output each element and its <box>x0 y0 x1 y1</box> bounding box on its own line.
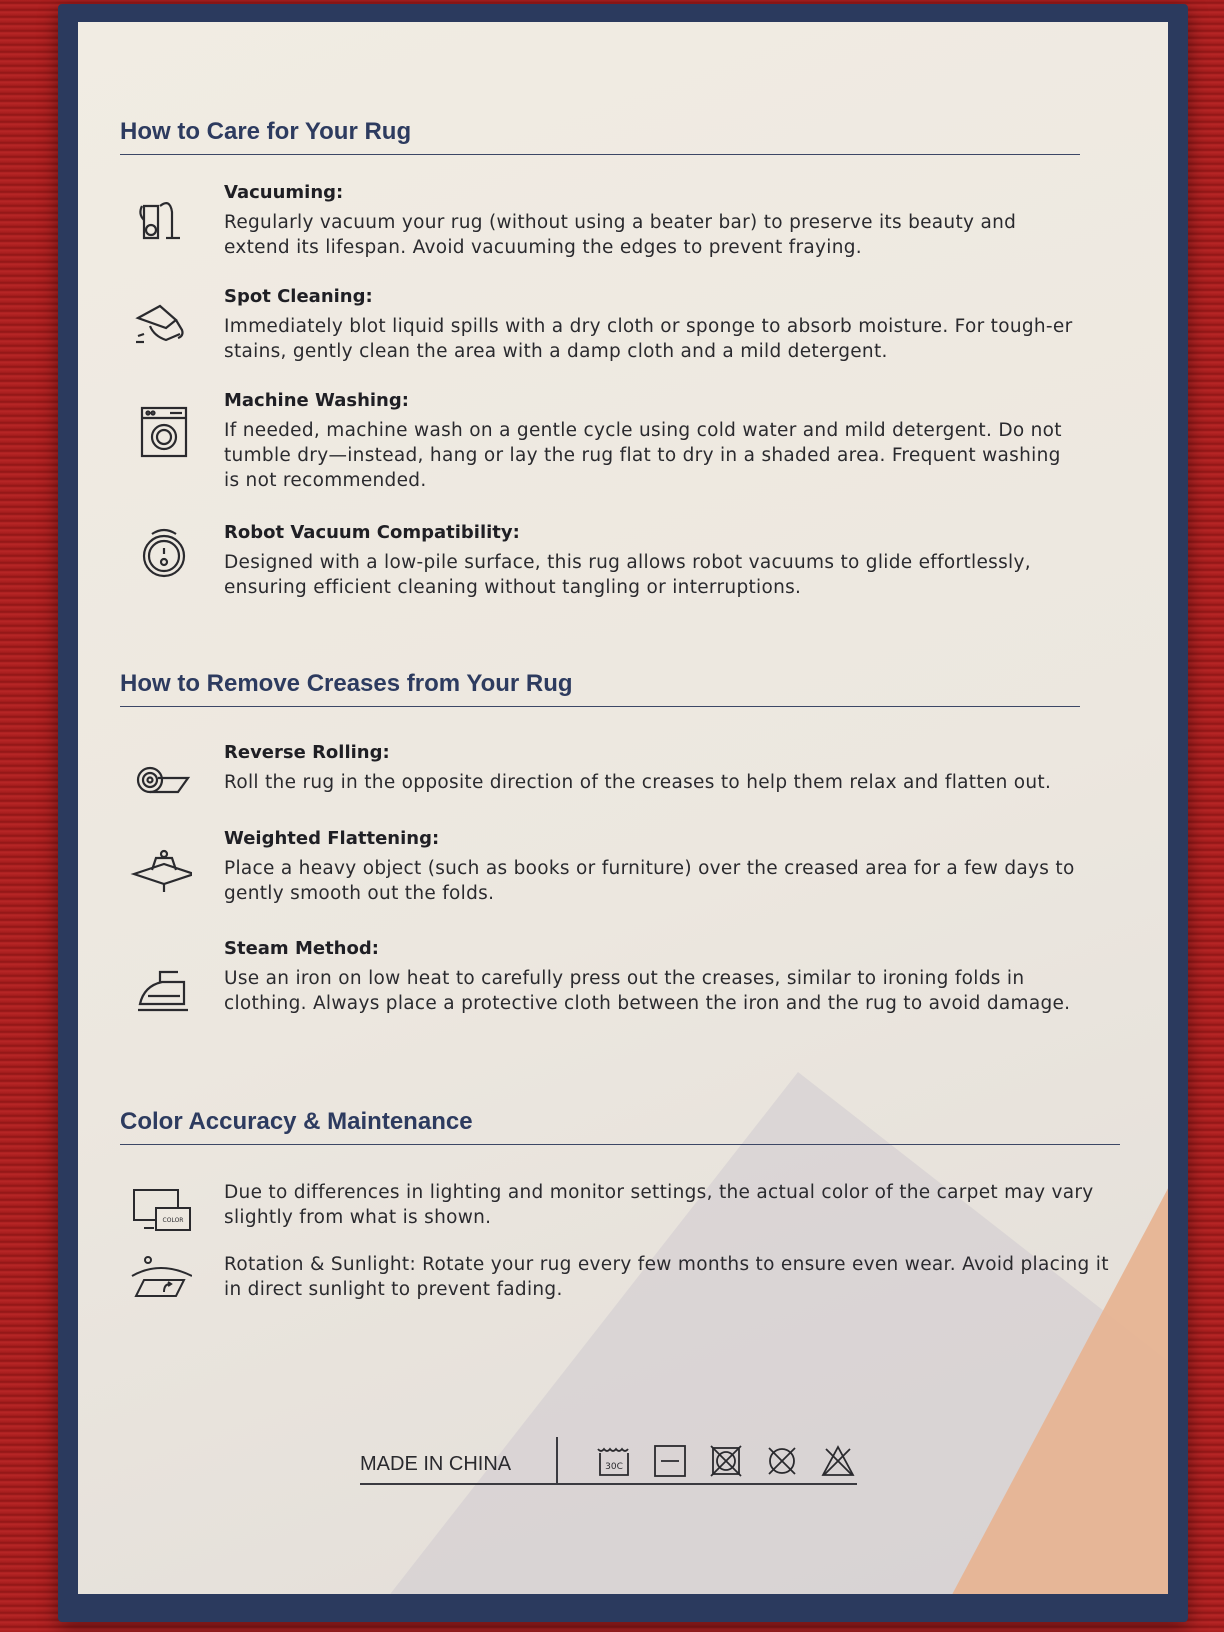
robot-vacuum-icon <box>130 526 192 582</box>
no-bleach-icon <box>820 1443 856 1479</box>
item-text: Regularly vacuum your rug (without using a beater bar) to preserve its beauty and extend its lifespan. Avoid vacuuming the edges to prevent fraying. <box>224 212 1017 258</box>
wash-30-icon <box>596 1443 632 1479</box>
paper <box>78 22 1168 1594</box>
weight-icon <box>130 842 192 898</box>
item-title: Weighted Flattening: <box>224 828 440 849</box>
item-text: Roll the rug in the opposite direction of the creases to help them relax and flatten out. <box>224 772 1052 793</box>
item-title: Vacuuming: <box>224 182 344 203</box>
item-text: Due to differences in lighting and monitor settings, the actual color of the carpet may vary slightly from what is shown. <box>224 1182 1094 1228</box>
made-in-label: MADE IN CHINA <box>360 1453 512 1475</box>
footer <box>360 1417 860 1487</box>
iron-icon <box>130 960 192 1016</box>
item-text: Rotation & Sunlight: Rotate your rug every few months to ensure even wear. Avoid placing it in direct sunlight to prevent fading. <box>224 1254 1109 1300</box>
rolled-rug-icon <box>130 750 192 806</box>
section-title-color: Color Accuracy & Maintenance <box>120 1108 1120 1145</box>
no-dry-clean-icon <box>764 1443 800 1479</box>
no-tumble-dry-icon <box>708 1443 744 1479</box>
vacuum-icon <box>130 194 192 250</box>
color-items <box>120 1108 1120 1328</box>
item-title: Steam Method: <box>224 938 379 959</box>
section-title-creases: How to Remove Creases from Your Rug <box>120 670 1080 707</box>
hand-wipe-icon <box>130 296 192 352</box>
footer-underline <box>360 1483 857 1485</box>
section-title-care: How to Care for Your Rug <box>120 118 1080 155</box>
dry-flat-icon <box>652 1443 688 1479</box>
item-text: If needed, machine wash on a gentle cycle using cold water and mild detergent. Do not tumble dry—instead, hang or lay the rug flat to dry in a shaded area. Frequent washing is not recommended. <box>224 420 1062 491</box>
item-text: Use an iron on low heat to carefully press out the creases, similar to ironing folds in clothing. Always place a protective cloth between the iron and the rug to avoid damage. <box>224 968 1071 1014</box>
care-sheet <box>58 4 1188 1622</box>
care-items <box>120 118 1080 638</box>
item-text: Immediately blot liquid spills with a dry cloth or sponge to absorb moisture. For tough-er stains, gently clean the area with a damp cloth and a mild detergent. <box>224 316 1073 362</box>
washing-machine-icon <box>130 404 192 460</box>
wash-temp: 30C <box>605 1462 623 1472</box>
item-text: Designed with a low-pile surface, this rug allows robot vacuums to glide effortlessly, ensuring efficient cleaning without tangling or interruptions. <box>224 552 1031 598</box>
footer-divider <box>556 1437 558 1483</box>
sun-rotate-icon <box>130 1252 192 1308</box>
monitor-icon-label: COLOR <box>162 1217 184 1224</box>
item-text: Place a heavy object (such as books or furniture) over the creased area for a few days to gently smooth out the folds. <box>224 858 1075 904</box>
item-title: Spot Cleaning: <box>224 286 373 307</box>
item-title: Reverse Rolling: <box>224 742 390 763</box>
monitor-icon <box>130 1184 192 1240</box>
creases-items <box>120 670 1080 1060</box>
item-title: Robot Vacuum Compatibility: <box>224 522 520 543</box>
item-title: Machine Washing: <box>224 390 409 411</box>
